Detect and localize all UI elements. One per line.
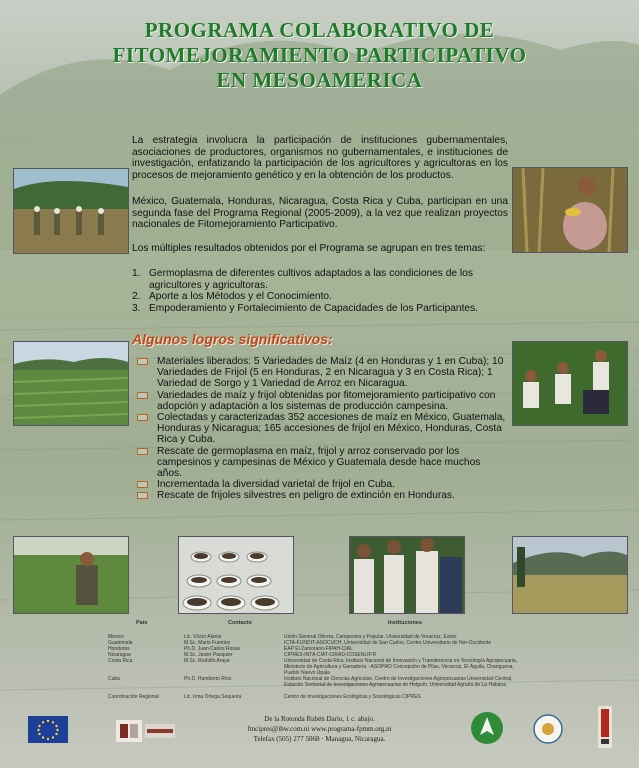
contact-name: Ph.D. Humberto Ríos [184,676,232,682]
contact-institutions: Universidad de Costa Rica, Instituto Nacional de Innovación y Transferencia en Tecnología Agropecuaria, Ministerio de Agricultura y Ganadería - ASOPRO Concepción de Pilas, Veracruz, El Águila, Changuena, Pueblo Nuevo Upala [284,658,518,676]
fdn-logo [598,706,612,748]
achievement-item [137,479,507,490]
contact-institutions: Instituto Nacional de Ciencias Agrícolas, Centro de Investigaciones Agropecuarias Universidad Central, Estación Territorial de Investigaciones Agropecuarias de Holguín, Universidad Agraria de La Habana [284,676,513,688]
theme-item [132,291,512,303]
header-contact: Contacto [228,620,252,626]
achievement-text: Variedades de maíz y frijol obtenidas por fitomejoramiento participativo con adopción y adaptación a los sistemas de producción campesina. [157,389,496,412]
photo-mountain-field [512,536,628,614]
contact-country: México [108,634,124,640]
contact-country: Guatemala [108,640,133,646]
theme-text: Aporte a los Métodos y el Conocimiento. [149,291,332,303]
contact-name: Ph.D. Juan Carlos Rosas [184,646,241,652]
contact-country: Cuba [108,676,120,682]
achievement-text: Colectadas y caracterizadas 352 accesiones de maíz en México, Guatemala, Honduras y Nicaragua; 165 accesiones de frijol en México, Honduras, Costa Rica y Cuba. [157,412,506,446]
title-line-2: FITOMEJORAMIENTO PARTICIPATIVO [112,43,527,67]
square-bullet-icon [137,414,148,421]
contact-name: M.Sc. Mario Fuentes [184,640,231,646]
eu-flag-logo [28,716,68,743]
poster-title [0,18,639,93]
theme-text: Germoplasma de diferentes cultivos adaptados a las condiciones de los agricultores y agricultoras. [149,268,473,291]
round-emblem-logo [533,714,563,744]
photo-bean-samples [178,536,294,614]
photo-crop-rows [13,341,129,426]
square-bullet-icon [137,392,148,399]
theme-item [132,268,512,291]
achievement-text: Rescate de germoplasma en maíz, frijol y arroz conservado por los campesinos y campesinas de México y Guatemala desde hace muchos años. [157,445,481,480]
footer-line-phone: Telefax (505) 277 5068 · Managua, Nicaragua. [253,735,386,743]
achievement-text: Materiales liberados: 5 Variedades de Maíz (4 en Honduras y 1 en Cuba); 10 Variedades de Frijol (5 en Honduras, 2 en Nicaragua y 3 en Costa Rica); 1 Variedad de Sorgo y 1 Variedad de Arroz en Nicaragua. [157,356,504,390]
achievement-item [137,490,507,501]
intro-paragraph: La estrategia involucra la participación de instituciones gubernamentales, asociaciones de productores, organismos no gubernamentales, e instituciones de investigación, enfatizando la participación de los agricultores y agricultoras en los procesos de mejoramiento genético y en la obtención de los productos. [132,135,508,181]
header-institutions: Instituciones [388,620,422,626]
title-line-1: PROGRAMA COLABORATIVO DE [144,18,495,42]
partner-logo-strip [145,724,175,738]
leaf-circle-logo [470,711,504,745]
achievement-text: Rescate de frijoles silvestres en peligro de extinción en Honduras. [157,490,455,502]
contact-country: Costa Rica [108,658,133,664]
achievement-item [137,390,507,412]
results-paragraph: Los múltiples resultados obtenidos por el Programa se agrupan en tres temas: [132,243,486,254]
theme-text: Empoderamiento y Fortalecimiento de Capacidades de los Participantes. [149,302,479,314]
countries-paragraph: México, Guatemala, Honduras, Nicaragua, Costa Rica y Cuba, participan en una segunda fase del Programa Regional (2005-2009), a la vez que realizan proyectos nacionales de Fitomejoramiento Participativo. [132,196,508,231]
contact-name: Lic. Víctor Alanís [184,634,222,640]
square-bullet-icon [137,481,148,488]
contact-country: Honduras [108,646,130,652]
contact-name: M.Sc. Rodolfo Araya [184,658,230,664]
achievements-list [137,356,507,502]
theme-number: 3. [132,302,141,314]
achievement-item [137,356,507,390]
partner-logo-left [116,720,142,742]
contact-name: Lic. Irma Ortega Sequeira [184,694,242,700]
photo-meeting-group [349,536,465,614]
header-country: País [136,620,148,626]
square-bullet-icon [137,492,148,499]
photo-woman-maize [512,167,628,253]
contact-country: Nicaragua [108,652,131,658]
contact-country: Coordinación Regional [108,694,159,700]
theme-item [132,303,512,315]
contact-institutions: Centro de Investigaciones Ecológicas y Sociológicas CIPRES [284,694,421,700]
photo-group-field [512,341,628,426]
contact-institutions: CIPRES-INTA-CIAT-CIRAD-COSENLIP.R [284,652,377,658]
contact-institutions: ICTA-FUNDIT-ASOCUCH, Universidad de San Carlos, Centro Universitario de Nor-Occidente [284,640,492,646]
photo-field-group [13,168,129,254]
footer-line-address: De la Rotonda Rubén Darío, 1 c. abajo. [264,715,375,723]
theme-number: 2. [132,291,141,303]
contact-institutions: EAP El Zamorano-FIPAH-CIAL [284,646,353,652]
contact-institutions: Unión General Obrera, Campesina y Popular, Universidad de Veracruz, Estos. [284,634,458,640]
themes-list [132,268,512,314]
achievement-item [137,446,507,480]
theme-number: 1. [132,268,141,279]
achievements-heading: Algunos logros significativos: [132,331,333,347]
square-bullet-icon [137,448,148,455]
photo-farmer [13,536,129,614]
achievement-text: Incrementada la diversidad varietal de frijol en Cuba. [157,479,395,491]
square-bullet-icon [137,358,148,365]
footer-line-email-web: fmcipres@ibw.com.ni www.programa-fpmm.org.ni [247,725,392,733]
title-line-3: EN MESOAMERICA [216,68,423,92]
contact-name: M.Sc. Javier Pasquier [184,652,233,658]
achievement-item [137,412,507,446]
